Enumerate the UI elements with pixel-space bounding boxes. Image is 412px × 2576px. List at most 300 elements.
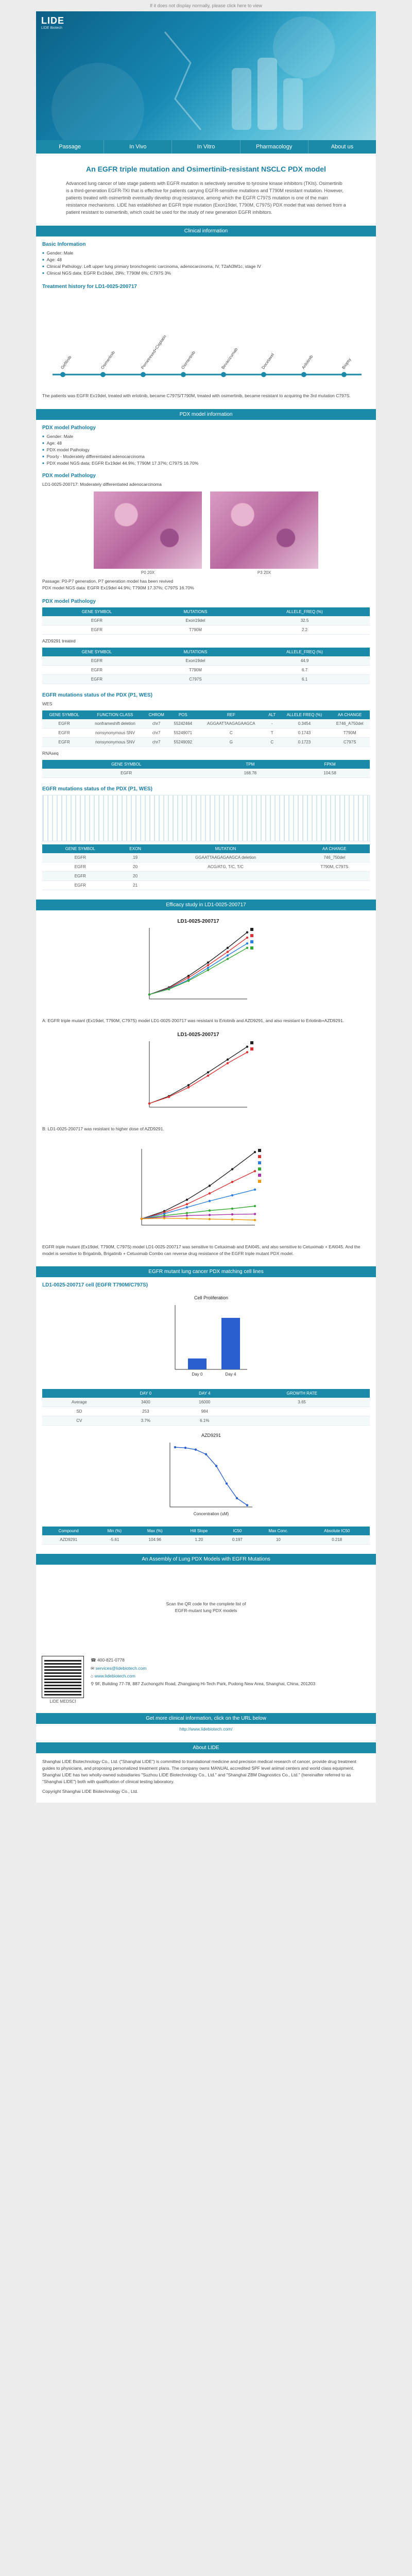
column-header: Min (%) [95, 1527, 134, 1535]
pdx-bar: PDX model information [36, 409, 376, 420]
table-cell: EGFR [42, 862, 118, 872]
table-cell: Exon19del [151, 656, 239, 666]
pdx-item: ■ PDX model Pathology [42, 447, 370, 453]
data-point [205, 1453, 207, 1455]
nav-passage[interactable]: Passage [36, 140, 104, 154]
data-point [186, 1214, 188, 1216]
table-cell [234, 1416, 370, 1426]
data-point [227, 1062, 229, 1064]
data-point [209, 1218, 211, 1220]
data-point [227, 955, 229, 957]
table-cell: C [265, 738, 279, 747]
location-icon: ⚲ [91, 1681, 95, 1687]
table-cell: T790M [151, 625, 239, 634]
x-axis-label: Concentration (uM) [193, 1512, 229, 1517]
timeline-label: Docetaxel [261, 352, 276, 370]
data-point [231, 1218, 233, 1220]
pdx-item: ■ Age: 48 [42, 440, 370, 447]
treatment-history-title: Treatment history for LD1-0025-200717 [42, 284, 137, 290]
contact-email[interactable]: services@lidebiotech.com [95, 1665, 147, 1671]
email-icon: ✉ [91, 1665, 96, 1671]
column-header: GENE SYMBOL [42, 844, 118, 853]
table-cell: 6.1% [175, 1416, 234, 1426]
data-point [148, 1102, 150, 1104]
table-row [42, 881, 370, 890]
clinical-section [36, 242, 376, 400]
azd9291-table [42, 648, 370, 684]
column-header: REF [197, 710, 265, 719]
rnaseq-label: RNAseq [42, 751, 59, 756]
data-point [209, 1200, 211, 1202]
legend-swatch [258, 1174, 261, 1177]
basic-info-list [42, 250, 370, 277]
table-row [42, 1407, 370, 1416]
timeline-label: Osimertinib [180, 350, 196, 370]
data-point [207, 964, 209, 967]
column-header: GENE SYMBOL [42, 710, 86, 719]
table-cell: EGFR [42, 728, 86, 738]
page-title: An EGFR triple mutation and Osimertinib-resistant NSCLC PDX model [86, 165, 326, 173]
column-header: MUTATION [152, 844, 299, 853]
data-point [254, 1205, 256, 1207]
table-cell: 0.1723 [279, 738, 330, 747]
rnaseq-table [42, 760, 370, 778]
data-point [246, 1045, 248, 1047]
data-point [246, 931, 248, 934]
table-row [42, 719, 370, 728]
data-point [168, 1095, 170, 1097]
contact-phone[interactable]: 400-821-0778 [97, 1657, 125, 1663]
table-cell: 44.9 [239, 656, 370, 666]
table-cell: 2.2 [239, 625, 370, 634]
table-cell: EGFR [42, 625, 151, 634]
contact-footer [36, 1650, 376, 1710]
histology-caption: P3 20X [257, 570, 271, 575]
column-header: Hill Slope [176, 1527, 222, 1535]
efficacy-note-c: EGFR triple mutant (Ex19del, T790M, C797S) model LD1-0025-200717 was sensitive to Cetuximab and EAI045, and also sensitive to Cetuximab + EAI045. And the model is sensitive to Brigatinib, Brigatinib + Cetuximab Combo can reverse drug resistance of the EGFR triple mutant PDX model. [42, 1244, 360, 1256]
table-cell: 55242464 [169, 719, 197, 728]
table-cell: 55249071 [169, 728, 197, 738]
ic50-chart [154, 1430, 258, 1522]
data-point [207, 967, 209, 969]
cellline-bar: EGFR mutant lung cancer PDX matching cell lines [36, 1266, 376, 1277]
series-line [149, 1046, 247, 1103]
data-point [254, 1151, 256, 1153]
table-header-row [42, 607, 370, 616]
table-cell: - [265, 719, 279, 728]
table-row [42, 625, 370, 634]
ngs-note: PDX model NGS data: EGFR Ex19del 44.9%; T790M 17.37%; C797S 16.70% [42, 585, 194, 590]
data-point [187, 1086, 190, 1088]
column-header: GENE SYMBOL [42, 607, 151, 616]
legend-swatch [258, 1167, 261, 1171]
table-row [42, 872, 370, 881]
passage-note: Passage: P0-P7 generation, P7 generation model has been revived [42, 578, 174, 584]
column-header: CHROM [144, 710, 169, 719]
assembly-bar: An Assembly of Lung PDX Models with EGFR Mutations [36, 1554, 376, 1565]
table-cell: SD [42, 1407, 116, 1416]
table-cell: 0.197 [222, 1535, 252, 1545]
table-cell: CV [42, 1416, 116, 1426]
table-cell: 3.65 [234, 1398, 370, 1407]
series-line [149, 938, 247, 994]
table-row [42, 656, 370, 666]
table-cell: E746_A750del [330, 719, 370, 728]
intro-paragraph: Advanced lung cancer of late stage patients with EGFR mutation is selectively sensitive to tyrosine kinase inhibitors (TKIs). Osimertinib is a third-generation EGFR-TKI that is effective for patients carrying EGFR-sensitive mutations and T790M resistant mutation. However, patients treated with osimertinib eventually develop drug resistance, among which the EGFR C797S mutation is one of the main resistance mechanisms. LIDE has established an EGFR triple mutation (Exon19del, T790M, C797S) PDX model that was derived from a patient resistant to osimertinib, which could be used for the study of new generation EGFR inhibitors. [66, 181, 346, 215]
nav-bar [36, 140, 376, 154]
table-cell: 3.7% [116, 1416, 175, 1426]
data-point [231, 1181, 233, 1183]
column-header: FPKM [290, 760, 370, 769]
table-cell: 20 [118, 872, 152, 881]
data-point [254, 1189, 256, 1191]
table-cell: EGFR [42, 616, 151, 625]
about-text: Shanghai LIDE Biotechnology Co., Ltd. ("Shanghai LIDE") is committed to translational medicine and precision medical research of cancer, provide drug treatment guides to physicians, and proposing personalized treatment plans. The company owns MANUAL accredited SPF level animal centers and world class equipment. Shanghai LIDE has two wholly-owned subsidiaries "Suzhou LIDE Biotechnology Co., Ltd." and "Shanghai ZBM Diagnostics Co., Ltd." (hereinafter referred to as "Shanghai LIDE") both with qualification of clinical testing laboratory. [42, 1758, 356, 1785]
table-cell: Average [42, 1398, 116, 1407]
data-point [227, 1058, 229, 1060]
table-cell [152, 881, 299, 890]
column-header: DAY 4 [175, 1389, 234, 1398]
table-row [42, 738, 370, 747]
top-note[interactable]: If it does not display normally, please click here to view [0, 0, 412, 11]
table-header-row [42, 760, 370, 769]
data-point [246, 1051, 248, 1053]
table-cell: EGFR [42, 666, 151, 675]
column-header: FUNCTION CLASS [86, 710, 144, 719]
data-point [207, 969, 209, 971]
data-point [168, 988, 170, 990]
table-cell: 104.58 [290, 769, 370, 778]
table-cell: EGFR [42, 656, 151, 666]
column-header: Max (%) [134, 1527, 176, 1535]
mutation-track-image [42, 795, 370, 841]
table-cell: T790M, C797S [299, 862, 370, 872]
efficacy-chart-b [129, 1029, 283, 1122]
data-point [231, 1213, 233, 1215]
ic50-table [42, 1527, 370, 1545]
legend-swatch [258, 1149, 261, 1152]
brand-name: LIDE [41, 15, 65, 26]
chart-title: AZD9291 [201, 1433, 221, 1438]
table-header-row [42, 1389, 370, 1398]
brand-tagline: LIDE Biotech [41, 26, 62, 30]
efficacy-section [36, 916, 376, 1257]
data-point [254, 1170, 256, 1172]
category-label: Day 0 [192, 1372, 203, 1377]
column-header: TPM [210, 760, 290, 769]
table-cell: Exon19del [151, 616, 239, 625]
table-cell: 20 [118, 862, 152, 872]
table-row [42, 666, 370, 675]
pdx-section [36, 425, 376, 685]
table-cell: 0.1743 [279, 728, 330, 738]
table-cell: 0.3454 [279, 719, 330, 728]
assembly-note-1: Scan the QR code for the complete list of [166, 1601, 246, 1607]
pathology-table [42, 607, 370, 635]
assembly-section [36, 1570, 376, 1650]
table-cell: 3400 [116, 1398, 175, 1407]
column-header: AA CHANGE [330, 710, 370, 719]
nav-pharmacology[interactable]: Pharmacology [241, 140, 308, 154]
data-point [236, 1497, 238, 1499]
table-row [42, 616, 370, 625]
basic-info-item: ■ Clinical NGS data: EGFR Ex19del, 29%; T790M 6%; C797S 3% [42, 270, 370, 277]
bar [188, 1359, 207, 1369]
table-cell: 1.20 [176, 1535, 222, 1545]
qr-code[interactable] [42, 1656, 83, 1698]
chart-title: Cell Proliferation [194, 1295, 229, 1301]
legend-swatch [258, 1180, 261, 1183]
newsletter [36, 11, 376, 1803]
table-cell: -5.61 [95, 1535, 134, 1545]
table-cell: nonsynonymous SNV [86, 738, 144, 747]
bar [221, 1318, 240, 1369]
pdx-sub-text: LD1-0025-200717: Moderately differentiated adenocarcinoma [42, 482, 162, 487]
column-header: ALLELE_FREQ (%) [239, 607, 370, 616]
cellline-sub: LD1-0025-200717 cell (EGFR T790M/C797S) [42, 1282, 148, 1289]
cell-proliferation-chart [160, 1292, 252, 1385]
data-point [231, 1208, 233, 1210]
table-row [42, 675, 370, 684]
table-cell: 21 [118, 881, 152, 890]
data-point [226, 1482, 228, 1484]
more-info-bar: Get more clinical information, click on the URL below [36, 1713, 376, 1724]
series-line [142, 1218, 255, 1220]
pdx-item: ■ Gender: Male [42, 433, 370, 440]
column-header: ALLELE_FREQ (%) [239, 648, 370, 656]
oncoprint-table [42, 844, 370, 890]
series-line [149, 933, 247, 995]
table-cell: EGFR [42, 719, 86, 728]
histology-image-p0 [94, 492, 202, 569]
chart-title: LD1-0025-200717 [177, 1031, 219, 1038]
lab-illustration [36, 11, 376, 140]
column-header: ALLELE FREQ (%) [279, 710, 330, 719]
table-cell: nonsynonymous SNV [86, 728, 144, 738]
table-cell: ACG/ATG, T/C, T/C [152, 862, 299, 872]
histology-caption: P0 20X [141, 570, 155, 575]
column-header: MUTATIONS [151, 607, 239, 616]
table-header-row [42, 844, 370, 853]
column-header: ALT [265, 710, 279, 719]
more-link[interactable]: http://www.lidebiotech.com/ [179, 1726, 233, 1732]
copyright: Copyright Shanghai LIDE Biotechnology Co., Ltd. [42, 1789, 139, 1794]
data-point [186, 1217, 188, 1219]
chart-title: LD1-0025-200717 [177, 919, 219, 925]
timeline-point [60, 372, 65, 377]
table-cell: 32.5 [239, 616, 370, 625]
data-point [227, 951, 229, 953]
treatment-timeline [42, 292, 370, 390]
table-cell: EGFR [42, 872, 118, 881]
table-header-row [42, 648, 370, 656]
table-row [42, 769, 370, 778]
data-point [231, 1168, 233, 1170]
table-cell: T [265, 728, 279, 738]
legend-swatch [250, 934, 253, 937]
data-point [246, 947, 248, 949]
table-header-row [42, 710, 370, 719]
legend-swatch [250, 940, 253, 943]
column-header: GENE SYMBOL [42, 648, 151, 656]
mutation-section [36, 692, 376, 890]
timeline-label: Pemetrexed+Cisplatin [140, 334, 167, 370]
efficacy-chart-c [121, 1137, 291, 1240]
data-point [207, 1071, 209, 1073]
qr-label: LIDE MEDSCI [49, 1699, 76, 1704]
series-line [142, 1206, 255, 1219]
efficacy-bar: Efficacy study in LD1-0025-200717 [36, 900, 376, 910]
pdx-sub-title: PDX model Pathology [42, 473, 96, 479]
column-header: DAY 0 [116, 1389, 175, 1398]
table-cell: 0.218 [304, 1535, 370, 1545]
data-point [187, 980, 190, 982]
column-header: POS [169, 710, 197, 719]
table-cell: 168.78 [210, 769, 290, 778]
table-cell: EGFR [42, 738, 86, 747]
basic-info-title: Basic Information [42, 241, 86, 247]
timeline-point [341, 372, 347, 377]
table-cell [234, 1407, 370, 1416]
table-cell: chr7 [144, 719, 169, 728]
table-cell: 253 [116, 1407, 175, 1416]
data-point [209, 1209, 211, 1211]
data-point [231, 1194, 233, 1196]
table-cell: 6.7 [239, 666, 370, 675]
data-point [184, 1447, 186, 1449]
nav-in-vitro[interactable]: In Vitro [172, 140, 240, 154]
data-point [209, 1184, 211, 1187]
table-row [42, 862, 370, 872]
table-row [42, 1398, 370, 1407]
timeline-point [221, 372, 226, 377]
timeline-point [181, 372, 186, 377]
table-cell: 10 [252, 1535, 304, 1545]
wes-table [42, 710, 370, 747]
table-cell [152, 872, 299, 881]
table-cell [299, 881, 370, 890]
histology-images [42, 492, 370, 575]
table-cell: G [197, 738, 265, 747]
hero-banner [36, 11, 376, 140]
table-cell: C797S [330, 738, 370, 747]
nav-in-vivo[interactable]: In Vivo [104, 140, 172, 154]
data-point [141, 1217, 143, 1219]
table-row [42, 1535, 370, 1545]
nav-about-us[interactable]: About us [331, 144, 354, 150]
pdx-item: ■ PDX model NGS data: EGFR Ex19del 44.9%; T790M 17.37%; C797S 16.70% [42, 460, 370, 467]
clinical-bar: Clinical information [36, 226, 376, 236]
column-header: AA CHANGE [299, 844, 370, 853]
data-point [195, 1449, 197, 1451]
series-line [142, 1152, 255, 1219]
about-bar: About LIDE [36, 1742, 376, 1753]
basic-info-item: ■ Gender: Male [42, 250, 370, 257]
legend-swatch [258, 1155, 261, 1158]
timeline-label: Anlotinib [301, 354, 314, 370]
data-point [186, 1206, 188, 1208]
data-point [186, 1212, 188, 1214]
column-header: IC50 [222, 1527, 252, 1535]
data-point [215, 1465, 217, 1467]
data-point [163, 1217, 165, 1219]
column-header: GENE SYMBOL [42, 760, 210, 769]
table-cell: EGFR [42, 675, 151, 684]
data-point [246, 942, 248, 944]
column-header: MUTATIONS [151, 648, 239, 656]
contact-address: 9F, Building 77-78, 887 Zuchongzhi Road, Zhangjiang Hi-Tech Park, Pudong New Area, Shanghai, China, 201203 [95, 1681, 316, 1687]
efficacy-note-a: A: EGFR triple mutant (Ex19del, T790M, C797S) model LD1-0025-200717 was resistant to Erlotinib and AZD9291, and also resistant to Erlotinib+AZD9291. [42, 1018, 344, 1024]
column-header: EXON [118, 844, 152, 853]
table-cell: EGFR [42, 769, 210, 778]
table-cell: 55249092 [169, 738, 197, 747]
column-header: GROWTH RATE [234, 1389, 370, 1398]
timeline-point [100, 372, 106, 377]
legend-swatch [250, 1041, 253, 1044]
data-point [148, 994, 150, 996]
legend-swatch [250, 1047, 253, 1050]
data-point [186, 1198, 188, 1200]
table-cell: 746_750del [299, 853, 370, 862]
timeline-label: Osimertinib [100, 350, 116, 370]
assembly-note-2: EGFR-mutant lung PDX models [175, 1608, 237, 1614]
series-line [149, 1052, 247, 1104]
legend-swatch [250, 946, 253, 950]
table-cell: T790M [330, 728, 370, 738]
table-cell: 6.1 [239, 675, 370, 684]
data-point [254, 1219, 256, 1221]
column-header [42, 1389, 116, 1398]
table-cell: chr7 [144, 738, 169, 747]
pdx-pathology-title: PDX model Pathology [42, 425, 96, 431]
contact-web[interactable]: www.lidebiotech.com [94, 1673, 135, 1679]
data-point [209, 1192, 211, 1194]
data-point [174, 1446, 176, 1448]
timeline-point [301, 372, 306, 377]
data-point [187, 977, 190, 979]
histology-image-p3 [210, 492, 318, 569]
table-row [42, 728, 370, 738]
data-point [207, 962, 209, 964]
table-header-row [42, 1527, 370, 1535]
phone-icon: ☎ [91, 1657, 97, 1663]
pdx-item: ■ Poorly - Moderately differentiated adenocarcinoma [42, 453, 370, 460]
table2-title: AZD9291 treated [42, 638, 76, 643]
table-cell: AZD9291 [42, 1535, 95, 1545]
table-cell: 984 [175, 1407, 234, 1416]
ic50-curve [175, 1447, 247, 1505]
timeline-point [141, 372, 146, 377]
legend-swatch [258, 1161, 261, 1164]
table-cell [299, 872, 370, 881]
column-header: Absolute IC50 [304, 1527, 370, 1535]
timeline-point [261, 372, 266, 377]
table-cell: T790M [151, 666, 239, 675]
data-point [207, 1074, 209, 1076]
data-point [187, 1084, 190, 1086]
timeline-label: Bevacizumab [220, 347, 239, 370]
table-cell: chr7 [144, 728, 169, 738]
table-cell: C [197, 728, 265, 738]
table-cell: 16000 [175, 1398, 234, 1407]
column-header: Max Conc. [252, 1527, 304, 1535]
data-point [246, 1504, 248, 1506]
efficacy-chart-a [129, 916, 283, 1013]
cell-growth-table [42, 1389, 370, 1426]
table-cell: 19 [118, 853, 152, 862]
table-row [42, 1416, 370, 1426]
timeline-label: Biopsy [341, 357, 352, 370]
